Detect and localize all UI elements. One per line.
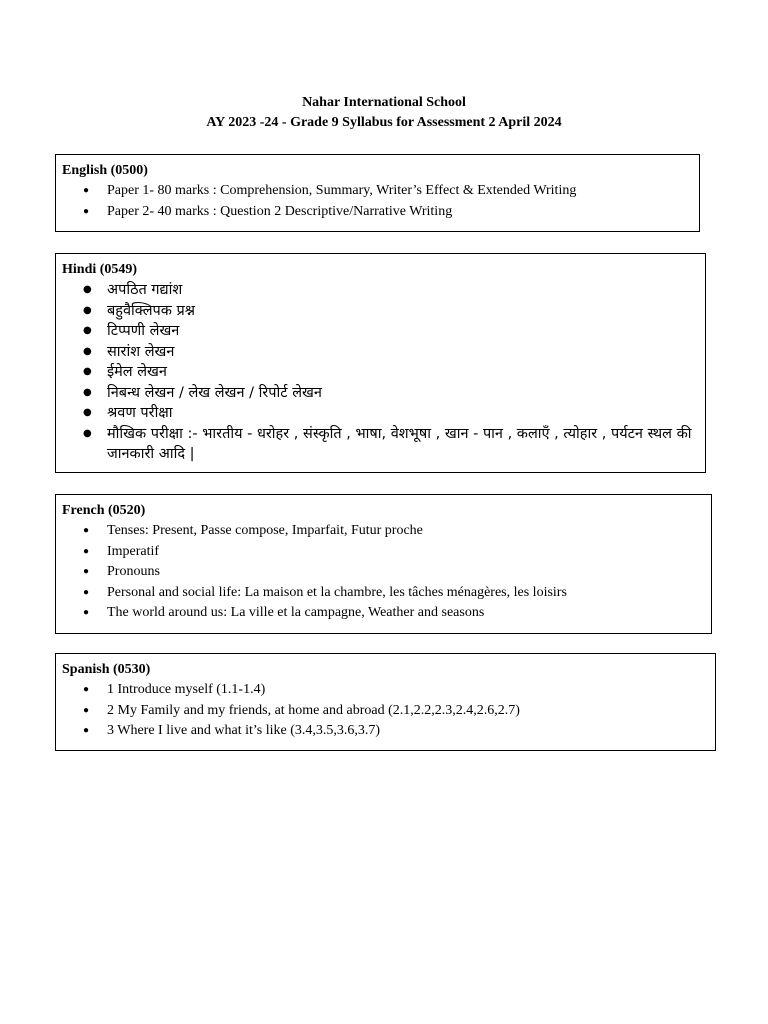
section-title: English (0500) bbox=[62, 163, 148, 178]
list-item: ● 2 My Family and my friends, at home and abroad (2.1,2.2,2.3,2.4,2.6,2.7) bbox=[62, 701, 709, 722]
list-item: ● Tenses: Present, Passe compose, Imparfait, Futur proche bbox=[62, 521, 705, 542]
list-item: ● Personal and social life: La maison et la chambre, les tâches ménagères, les loisirs bbox=[62, 583, 705, 604]
spanish-list bbox=[62, 680, 709, 742]
french-section bbox=[55, 494, 712, 634]
spanish-section bbox=[55, 653, 716, 751]
list-item: ● मौखिक परीक्षा :- भारतीय - धरोहर , संस्कृति , भाषा, वेशभूषा , खान - पान , कलाएँ , त्योहार , पर्यटन स्थल की जानकारी आदि | bbox=[62, 424, 699, 465]
list-item: ● ईमेल लेखन bbox=[62, 362, 699, 383]
list-item: ● अपठित गद्यांश bbox=[62, 280, 699, 301]
hindi-section bbox=[55, 253, 706, 473]
list-item: ● टिप्पणी लेखन bbox=[62, 321, 699, 342]
english-section bbox=[55, 154, 700, 232]
list-item: ● 3 Where I live and what it’s like (3.4,3.5,3.6,3.7) bbox=[62, 721, 709, 742]
syllabus-subtitle: AY 2023 -24 - Grade 9 Syllabus for Assessment 2 April 2024 bbox=[206, 115, 562, 130]
list-item: ● बहुवैक्लिपक प्रश्न bbox=[62, 301, 699, 322]
list-item: ● श्रवण परीक्षा bbox=[62, 403, 699, 424]
list-item: ● सारांश लेखन bbox=[62, 342, 699, 363]
english-list bbox=[62, 181, 693, 222]
hindi-list bbox=[62, 280, 699, 465]
document-header bbox=[0, 93, 768, 133]
list-item: ● निबन्ध लेखन / लेख लेखन / रिपोर्ट लेखन bbox=[62, 383, 699, 404]
list-item: ● Pronouns bbox=[62, 562, 705, 583]
list-item: ● Paper 2- 40 marks : Question 2 Descriptive/Narrative Writing bbox=[62, 202, 693, 223]
school-name: Nahar International School bbox=[302, 95, 466, 110]
list-item: ● Paper 1- 80 marks : Comprehension, Summary, Writer’s Effect & Extended Writing bbox=[62, 181, 693, 202]
list-item: ● 1 Introduce myself (1.1-1.4) bbox=[62, 680, 709, 701]
list-item: ● Imperatif bbox=[62, 542, 705, 563]
section-title: Spanish (0530) bbox=[62, 662, 151, 677]
list-item: ● The world around us: La ville et la campagne, Weather and seasons bbox=[62, 603, 705, 624]
french-list bbox=[62, 521, 705, 624]
section-title: French (0520) bbox=[62, 503, 146, 518]
section-title: Hindi (0549) bbox=[62, 262, 138, 277]
